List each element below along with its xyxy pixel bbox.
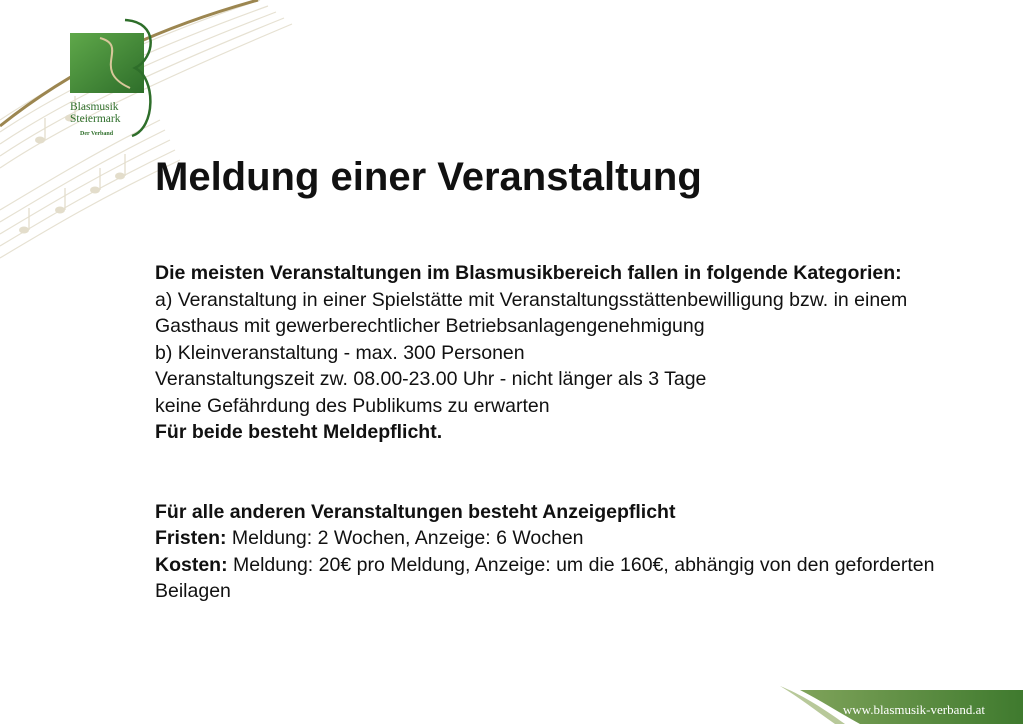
deadlines-label: Fristen:	[155, 527, 227, 549]
deadlines-line	[155, 525, 995, 552]
costs-line	[155, 552, 995, 605]
costs-label: Kosten:	[155, 553, 228, 576]
logo-line-3: Der Verband	[80, 131, 114, 137]
intro-text: Die meisten Veranstaltungen im Blasmusikbereich fallen in folgende Kategorien:	[155, 262, 902, 284]
footer-url: www.blasmusik-verband.at	[842, 702, 985, 717]
costs-value: Meldung: 20€ pro Meldung, Anzeige: um die 160€, abhängig von den geforderten Beilagen	[155, 553, 935, 602]
spacer	[155, 446, 995, 499]
logo-line-2: Steiermark	[70, 113, 121, 125]
page-title: Meldung einer Veranstaltung	[155, 155, 702, 199]
category-b-text: b) Kleinveranstaltung - max. 300 Personen	[155, 341, 525, 364]
deadlines-value: Meldung: 2 Wochen, Anzeige: 6 Wochen	[226, 527, 584, 549]
slide-content	[155, 260, 995, 605]
footer-band	[0, 684, 1023, 724]
event-time-text: Veranstaltungszeit zw. 08.00-23.00 Uhr - nicht länger als 3 Tage	[155, 368, 707, 390]
category-a-text: a) Veranstaltung in einer Spielstätte mit Veranstaltungsstättenbewilligung bzw. in einem Gasthaus mit gewerberechtlicher Betriebsanlagengenehmigung	[155, 288, 908, 337]
blasmusik-steiermark-logo	[60, 18, 160, 143]
notification-duty-text: Für beide besteht Meldepflicht.	[155, 421, 443, 443]
other-events-text: Für alle anderen Veranstaltungen besteht Anzeigepflicht	[155, 500, 676, 523]
audience-safety-text: keine Gefährdung des Publikums zu erwarten	[155, 394, 550, 417]
logo-line-1: Blasmusik	[70, 101, 119, 113]
